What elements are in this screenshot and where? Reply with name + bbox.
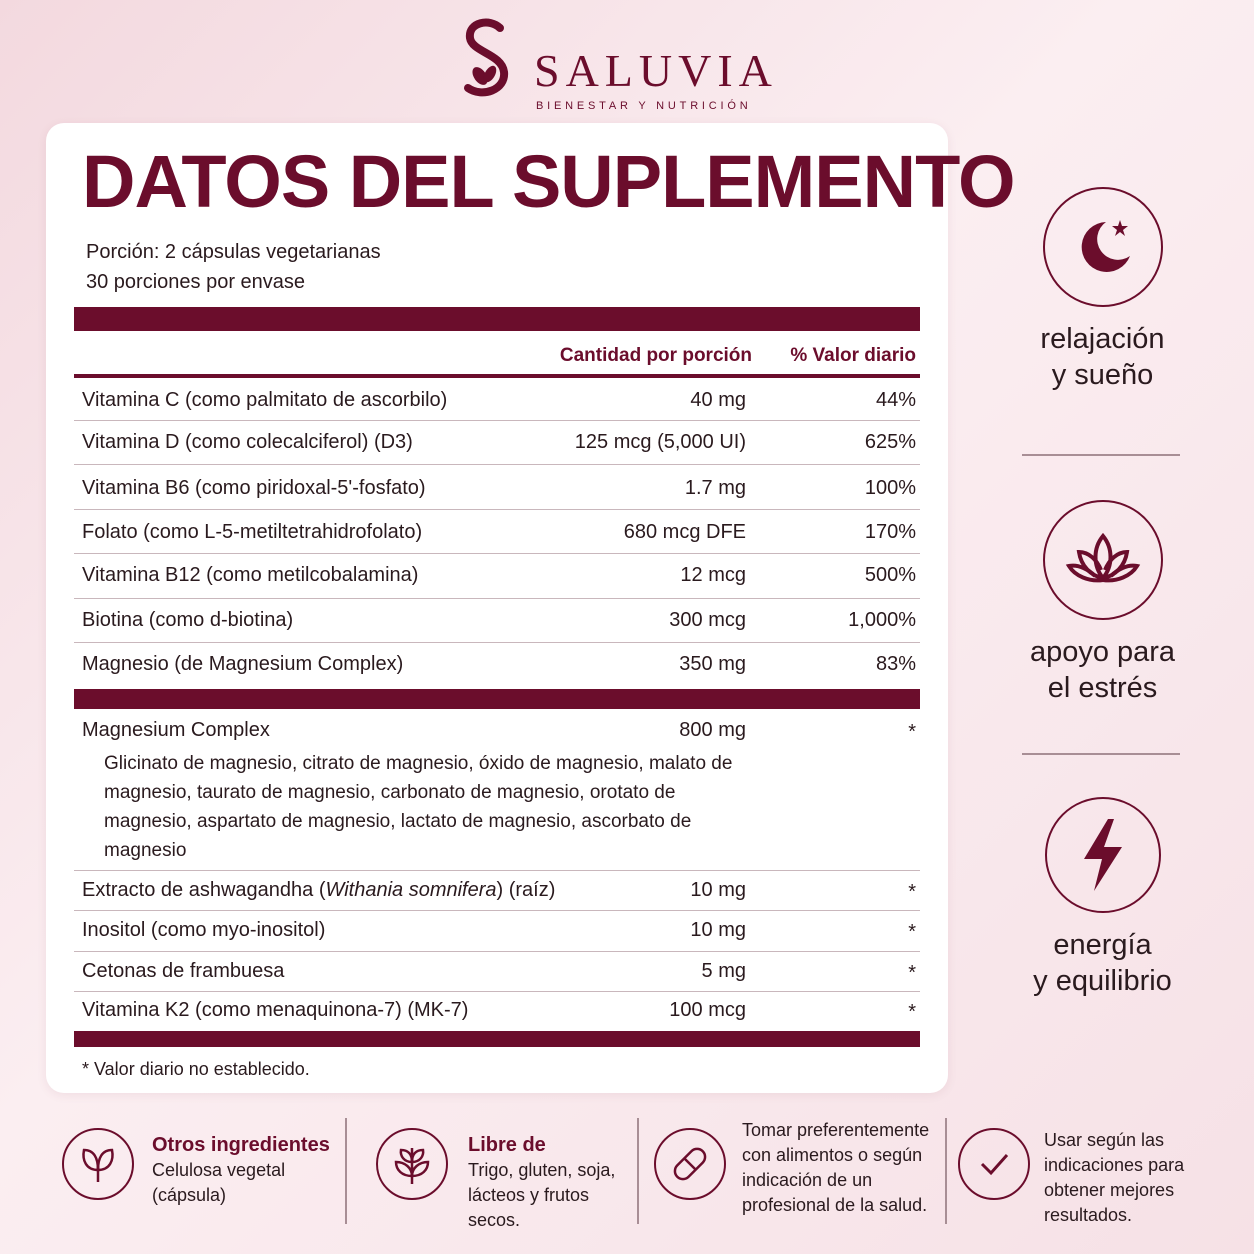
top-rule-bar xyxy=(74,307,920,331)
feature-text: Libre de Trigo, gluten, soja, lácteos y frutos secos. xyxy=(468,1134,616,1230)
divider xyxy=(1022,753,1180,755)
checkmark-icon xyxy=(958,1128,1030,1200)
nutrient-daily-value: * xyxy=(908,721,916,743)
nutrient-daily-value: 100% xyxy=(864,477,916,499)
nutrient-amount: 680 mcg DFE xyxy=(623,521,746,543)
nutrient-daily-value: 83% xyxy=(875,653,916,675)
benefit-label: energía y equilibrio xyxy=(1033,929,1172,997)
bottom-rule-bar xyxy=(74,1031,920,1047)
nutrient-row xyxy=(74,510,920,554)
divider xyxy=(1022,454,1180,456)
nutrient-name: Extracto de ashwagandha (Withania somnifera) (raíz) xyxy=(82,879,556,901)
nutrient-name: Inositol (como myo-inositol) xyxy=(82,919,326,941)
nutrient-amount: 10 mg xyxy=(690,879,746,901)
column-header-daily-value: % Valor diario xyxy=(790,345,916,366)
nutrient-name: Folato (como L-5-metiltetrahidrofolato) xyxy=(82,521,423,543)
nutrient-row xyxy=(74,952,920,992)
feature-text: Tomar preferentemente con alimentos o según indicación de un profesional de la salud. xyxy=(742,1120,930,1215)
serving-size: Porción: 2 cápsulas vegetarianas xyxy=(86,241,381,263)
saluvia-s-mark-icon xyxy=(460,18,512,100)
nutrient-daily-value: * xyxy=(908,881,916,903)
feature-directions xyxy=(654,1118,940,1228)
feature-text: Otros ingredientes Celulosa vegetal (cápsula) xyxy=(152,1134,330,1205)
servings-per-container: 30 porciones por envase xyxy=(86,271,306,293)
nutrient-amount: 1.7 mg xyxy=(684,477,746,499)
benefit-label: apoyo para el estrés xyxy=(1029,636,1176,704)
nutrient-name: Vitamina C (como palmitato de ascorbilo) xyxy=(82,389,448,411)
feature-text: Usar según las indicaciones para obtener mejores resultados. xyxy=(1044,1130,1185,1225)
nutrient-row xyxy=(74,379,920,421)
benefit-stress xyxy=(1020,500,1185,706)
nutrient-amount: 10 mg xyxy=(690,919,746,941)
nutrient-daily-value: * xyxy=(908,962,916,984)
leaf-icon xyxy=(62,1128,134,1200)
nutrient-row xyxy=(74,554,920,599)
capsule-icon xyxy=(654,1128,726,1200)
footnote: * Valor diario no establecido. xyxy=(82,1059,310,1079)
nutrient-amount: 125 mcg (5,000 UI) xyxy=(574,431,746,453)
benefit-sleep xyxy=(1020,187,1185,393)
nutrient-daily-value: 500% xyxy=(864,564,916,586)
nutrient-daily-value: * xyxy=(908,921,916,943)
feature-free-from xyxy=(376,1118,634,1228)
feature-usage xyxy=(958,1118,1198,1228)
nutrient-amount: 40 mg xyxy=(690,389,746,411)
moon-star-icon xyxy=(1043,187,1163,307)
lotus-icon xyxy=(1043,500,1163,620)
divider xyxy=(945,1118,947,1224)
nutrient-name: Vitamina B6 (como piridoxal-5'-fosfato) xyxy=(82,477,426,499)
benefit-energy xyxy=(1020,797,1185,999)
nutrient-name: Vitamina D (como colecalciferol) (D3) xyxy=(82,431,413,453)
nutrient-amount: 12 mcg xyxy=(680,564,746,586)
nutrient-name: Magnesium Complex xyxy=(82,719,270,741)
nutrient-name: Cetonas de frambuesa xyxy=(82,960,285,982)
nutrient-row xyxy=(74,992,920,1031)
nutrient-row xyxy=(74,465,920,510)
nutrient-name: Vitamina B12 (como metilcobalamina) xyxy=(82,564,419,586)
column-header-amount: Cantidad por porción xyxy=(559,345,752,366)
nutrient-daily-value: 44% xyxy=(875,389,916,411)
nutrient-row xyxy=(74,599,920,643)
nutrient-amount: 100 mcg xyxy=(669,999,746,1021)
section-rule-bar xyxy=(74,689,920,709)
complex-ingredients: Glicinato de magnesio, citrato de magnesio, óxido de magnesio, malato de magnesio, taurato de magnesio, carbonato de magnesio, orotato de magnesio, aspartato de magnesio, lactato de magnesio, ascorbato de magnesio xyxy=(104,753,733,861)
header-rule xyxy=(74,374,920,378)
lightning-icon xyxy=(1045,797,1161,913)
nutrient-daily-value: 625% xyxy=(864,431,916,453)
nutrient-row xyxy=(74,871,920,911)
nutrient-amount: 800 mg xyxy=(679,719,746,741)
nutrient-name: Biotina (como d-biotina) xyxy=(82,609,294,631)
feature-other-ingredients xyxy=(62,1118,342,1228)
nutrient-amount: 5 mg xyxy=(701,960,746,982)
plant-icon xyxy=(376,1128,448,1200)
nutrient-row xyxy=(74,643,920,689)
brand-logo xyxy=(460,18,780,112)
nutrient-amount: 300 mcg xyxy=(669,609,746,631)
nutrient-amount: 350 mg xyxy=(679,653,746,675)
divider xyxy=(637,1118,639,1224)
benefit-label: relajación y sueño xyxy=(1040,323,1165,391)
nutrient-daily-value: 1,000% xyxy=(848,609,916,631)
nutrient-daily-value: 170% xyxy=(864,521,916,543)
divider xyxy=(345,1118,347,1224)
nutrient-name: Magnesio (de Magnesium Complex) xyxy=(82,653,404,675)
brand-tagline: BIENESTAR Y NUTRICIÓN xyxy=(536,100,752,112)
nutrient-row xyxy=(74,421,920,465)
supplement-facts-panel xyxy=(46,123,1015,1093)
panel-title: DATOS DEL SUPLEMENTO xyxy=(82,140,1015,223)
nutrient-row xyxy=(74,911,920,952)
brand-name: SALUVIA xyxy=(534,45,778,96)
nutrient-daily-value: * xyxy=(908,1001,916,1023)
nutrient-name: Vitamina K2 (como menaquinona-7) (MK-7) xyxy=(82,999,469,1021)
